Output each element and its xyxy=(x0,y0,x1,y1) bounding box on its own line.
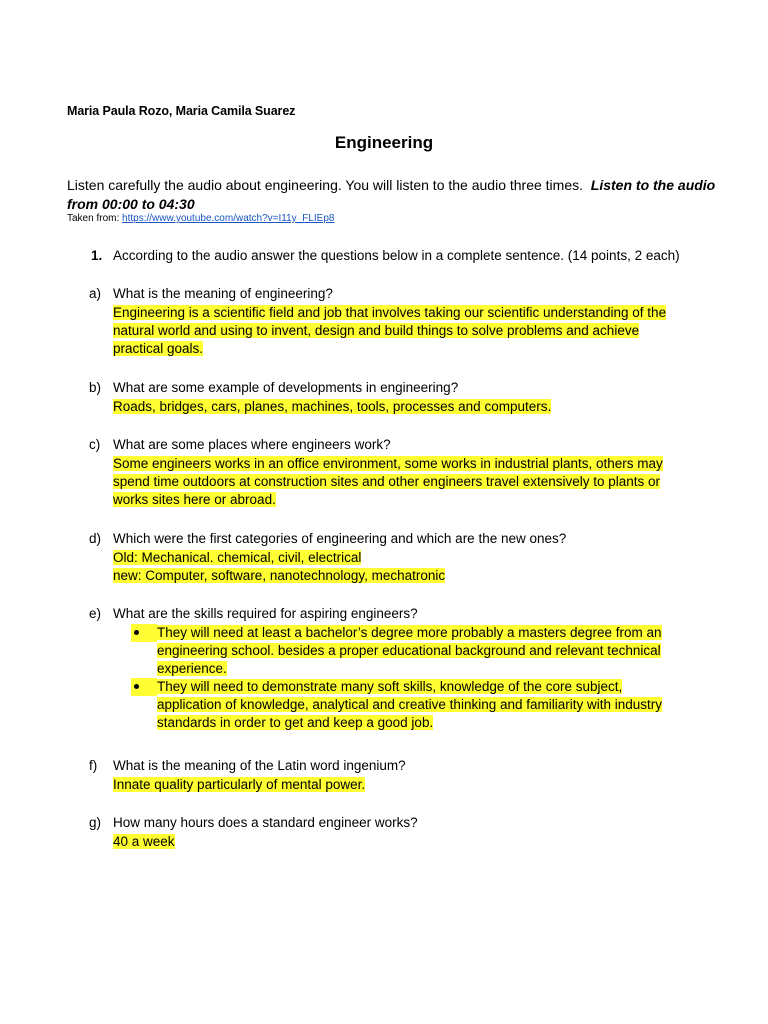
answer-line: natural world and using to invent, design and build things to solve problems and achieve xyxy=(113,323,640,338)
question-letter: f) xyxy=(89,758,98,773)
question-text: What are the skills required for aspiring engineers? xyxy=(113,606,418,621)
authors-line: Maria Paula Rozo, Maria Camila Suarez xyxy=(67,104,296,118)
answer-line: Engineering is a scientific field and job that involves taking our scientific understanding of the xyxy=(113,305,667,320)
question-1 xyxy=(91,247,680,265)
answer-line: Old: Mechanical. chemical, civil, electrical xyxy=(113,550,362,565)
skills-bullet-list xyxy=(131,624,691,732)
question-1-text: According to the audio answer the questions below in a complete sentence. (14 points, 2 each) xyxy=(113,248,680,263)
answer-block xyxy=(113,776,703,794)
answer-block xyxy=(113,833,703,851)
instructions xyxy=(67,176,717,214)
question-text: What are some places where engineers work? xyxy=(113,437,391,452)
bullet-item: They will need at least a bachelor’s degree more probably a masters degree from an engineering school. besides a proper educational background and relevant technical experience. xyxy=(131,624,691,678)
source-line xyxy=(67,212,334,225)
question-letter: c) xyxy=(89,437,101,452)
bullet-icon xyxy=(131,678,143,696)
answer-line: new: Computer, software, nanotechnology, mechatronic xyxy=(113,568,446,583)
question-text: How many hours does a standard engineer works? xyxy=(113,815,418,830)
question-text: What are some example of developments in engineering? xyxy=(113,380,459,395)
answer-line: 40 a week xyxy=(113,834,175,849)
answer-line: practical goals. xyxy=(113,341,204,356)
question-letter: d) xyxy=(89,531,102,546)
answer-line: Some engineers works in an office environment, some works in industrial plants, others may xyxy=(113,456,663,471)
answer-block xyxy=(113,455,703,509)
question-letter: a) xyxy=(89,286,102,301)
answer-block xyxy=(113,549,703,585)
answer-line: Roads, bridges, cars, planes, machines, tools, processes and computers. xyxy=(113,399,552,414)
question-text: What is the meaning of engineering? xyxy=(113,286,333,301)
answer-line: Innate quality particularly of mental power. xyxy=(113,777,366,792)
question-1-number: 1. xyxy=(91,248,103,263)
answer-block xyxy=(113,304,703,358)
bullet-icon xyxy=(131,624,143,642)
question-text: Which were the first categories of engineering and which are the new ones? xyxy=(113,531,567,546)
instructions-text: Listen carefully the audio about engineering. You will listen to the audio three times. xyxy=(67,177,584,193)
instructions-emphasis: Listen to the audio from 00:00 to 04:30 xyxy=(67,177,716,212)
source-label: Taken from: xyxy=(67,213,120,224)
bullet-item: They will need to demonstrate many soft skills, knowledge of the core subject, application of knowledge, analytical and creative thinking and familiarity with industry standards in order to get and keep a good job. xyxy=(131,678,691,732)
source-link[interactable]: https://www.youtube.com/watch?v=I11y_FLIEp8 xyxy=(122,213,335,224)
question-letter: e) xyxy=(89,606,102,621)
question-letter: g) xyxy=(89,815,102,830)
question-text: What is the meaning of the Latin word ingenium? xyxy=(113,758,406,773)
answer-line: works sites here or abroad. xyxy=(113,492,276,507)
answer-line: spend time outdoors at construction sites and other engineers travel extensively to plants or xyxy=(113,474,661,489)
document-title: Engineering xyxy=(334,133,434,152)
question-letter: b) xyxy=(89,380,102,395)
answer-block xyxy=(113,398,703,416)
